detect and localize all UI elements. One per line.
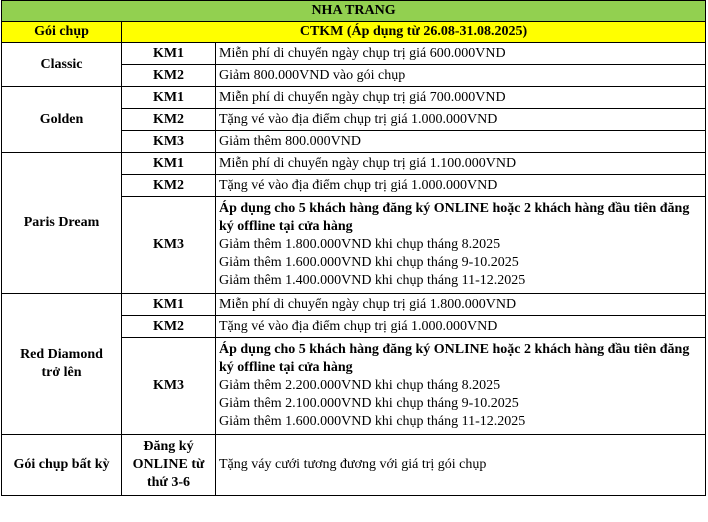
promo-text: Miễn phí di chuyển ngày chụp trị giá 1.100.000VND	[216, 153, 706, 175]
promo-text: Tặng váy cưới tương đương với giá trị gói chụp	[216, 435, 706, 496]
promo-code: KM3	[122, 338, 216, 435]
promo-code: KM3	[122, 131, 216, 153]
promo-code: KM2	[122, 316, 216, 338]
promo-condition: Áp dụng cho 5 khách hàng đăng ký ONLINE hoặc 2 khách hàng đầu tiên đăng ký offline tại cửa hàng	[219, 342, 690, 375]
title-row	[2, 1, 706, 22]
promo-line: Giảm thêm 1.600.000VND khi chụp tháng 11-12.2025	[219, 414, 526, 429]
promo-text: Miễn phí di chuyển ngày chụp trị giá 600.000VND	[216, 43, 706, 65]
promo-line: Giảm thêm 1.400.000VND khi chụp tháng 11-12.2025	[219, 273, 526, 288]
table-title: NHA TRANG	[2, 1, 706, 22]
promo-text: Miễn phí di chuyển ngày chụp trị giá 700.000VND	[216, 87, 706, 109]
package-golden: Golden	[2, 87, 122, 153]
promo-code: KM2	[122, 65, 216, 87]
promo-code: KM1	[122, 153, 216, 175]
package-classic: Classic	[2, 43, 122, 87]
promo-code: KM1	[122, 294, 216, 316]
promo-condition: Áp dụng cho 5 khách hàng đăng ký ONLINE hoặc 2 khách hàng đầu tiên đăng ký offline tại cửa hàng	[219, 201, 690, 234]
header-package: Gói chụp	[2, 22, 122, 43]
promo-code: KM1	[122, 43, 216, 65]
promo-line: Giảm thêm 1.800.000VND khi chụp tháng 8.2025	[219, 237, 501, 252]
promo-table	[1, 0, 706, 496]
package-any: Gói chụp bất kỳ	[2, 435, 122, 496]
header-promo: CTKM (Áp dụng từ 26.08-31.08.2025)	[122, 22, 706, 43]
promo-text: Miễn phí di chuyển ngày chụp trị giá 1.800.000VND	[216, 294, 706, 316]
table-row	[2, 87, 706, 109]
promo-detail	[216, 197, 706, 294]
promo-code: KM3	[122, 197, 216, 294]
package-paris-dream: Paris Dream	[2, 153, 122, 294]
package-red-diamond	[2, 294, 122, 435]
promo-code-line2: ONLINE từ	[132, 457, 205, 472]
promo-code-line1: Đăng ký	[143, 439, 194, 454]
promo-text: Tặng vé vào địa điểm chụp trị giá 1.000.000VND	[216, 109, 706, 131]
promo-line: Giảm thêm 2.200.000VND khi chụp tháng 8.2025	[219, 378, 501, 393]
promo-detail	[216, 338, 706, 435]
promo-code-line3: thứ 3-6	[146, 475, 190, 490]
promo-line: Giảm thêm 2.100.000VND khi chụp tháng 9-10.2025	[219, 396, 519, 411]
promo-text: Giảm 800.000VND vào gói chụp	[216, 65, 706, 87]
table-row	[2, 43, 706, 65]
promo-line: Giảm thêm 1.600.000VND khi chụp tháng 9-10.2025	[219, 255, 519, 270]
promo-text: Giảm thêm 800.000VND	[216, 131, 706, 153]
table-row	[2, 294, 706, 316]
package-name-line2: trở lên	[41, 365, 82, 380]
promo-code: KM2	[122, 109, 216, 131]
table-row	[2, 153, 706, 175]
promo-code-online	[122, 435, 216, 496]
package-name-line1: Red Diamond	[20, 347, 103, 362]
promo-code: KM2	[122, 175, 216, 197]
table-row	[2, 435, 706, 496]
promo-text: Tặng vé vào địa điểm chụp trị giá 1.000.000VND	[216, 316, 706, 338]
promo-text: Tặng vé vào địa điểm chụp trị giá 1.000.000VND	[216, 175, 706, 197]
promo-code: KM1	[122, 87, 216, 109]
header-row	[2, 22, 706, 43]
